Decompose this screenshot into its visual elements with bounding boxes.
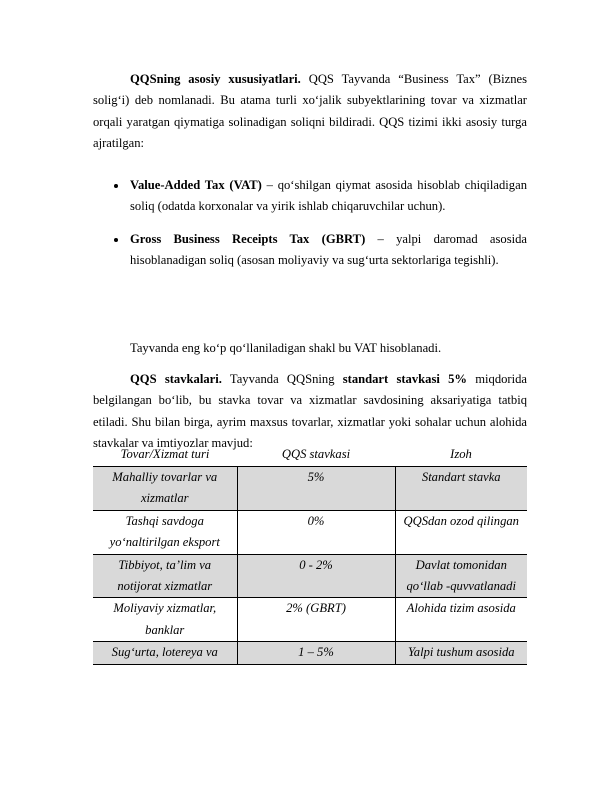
cell-rate: 0 - 2% <box>237 554 395 598</box>
cell-type: Moliyaviy xizmatlar, banklar <box>93 598 237 642</box>
cell-rate: 1 – 5% <box>237 642 395 664</box>
bullet-icon <box>114 238 118 242</box>
tax-type-list <box>93 175 527 283</box>
cell-note: Yalpi tushum asosida <box>395 642 527 664</box>
cell-type: Mahalliy tovarlar va xizmatlar <box>93 467 237 511</box>
table-header-row <box>93 444 527 467</box>
list-item <box>93 175 527 218</box>
rates-paragraph <box>93 369 527 455</box>
cell-note: Alohida tizim asosida <box>395 598 527 642</box>
bullet-term: Gross Business Receipts Tax (GBRT) <box>130 231 366 246</box>
intro-paragraph <box>93 69 527 155</box>
rates-text-b: miqdorida belgilangan bo‘lib, bu stavka tovar va xizmatlar savdosining aksariyatiga tatbiq etiladi. Shu bilan birga, ayrim maxsus tovarlar, xizmatlar yoki sohalar uchun alohida stavkalar va imtiyozlar mavjud: <box>93 372 527 451</box>
intro-text: QQS Tayvanda “Business Tax” (Biznes solig‘i) deb nomlanadi. Bu atama turli xo‘jalik subyektlarining tovar va xizmatlar orqali yaratgan qiymatiga solinadigan soliqni bildiradi. QQS tizimi ikki asosiy turga ajratilgan: <box>93 72 527 151</box>
rates-text-a: Tayvanda QQSning <box>221 372 343 386</box>
table-row <box>93 510 527 554</box>
table-row <box>93 598 527 642</box>
list-item <box>93 229 527 272</box>
cell-type: Tibbiyot, ta’lim va notijorat xizmatlar <box>93 554 237 598</box>
header-note: Izoh <box>395 444 527 467</box>
bullet-text: – qo‘shilgan qiymat asosida hisoblab chiqiladigan soliq (odatda korxonalar va yirik ishlab chiqaruvchilar uchun). <box>130 178 527 214</box>
intro-heading: QQSning asosiy xususiyatlari. <box>130 72 301 86</box>
cell-type: Sug‘urta, lotereya va <box>93 642 237 664</box>
bullet-icon <box>114 184 118 188</box>
rates-heading: QQS stavkalari. <box>130 372 222 386</box>
cell-rate: 0% <box>237 510 395 554</box>
table-row <box>93 642 527 664</box>
cell-rate: 2% (GBRT) <box>237 598 395 642</box>
table-row <box>93 467 527 511</box>
cell-note: Standart stavka <box>395 467 527 511</box>
bullet-text: – yalpi daromad asosida hisoblanadigan soliq (asosan moliyaviy va sug‘urta sektorlariga tegishli). <box>130 231 527 268</box>
cell-type: Tashqi savdoga yo‘naltirilgan eksport <box>93 510 237 554</box>
rates-standard: standart stavkasi 5% <box>342 372 467 386</box>
cell-note: Davlat tomonidan qo‘llab -quvvatlanadi <box>395 554 527 598</box>
header-rate: QQS stavkasi <box>237 444 395 467</box>
header-type: Tovar/Xizmat turi <box>93 444 237 467</box>
bullet-term: Value-Added Tax (VAT) <box>130 178 262 192</box>
rates-table <box>93 444 527 665</box>
vat-note: Tayvanda eng ko‘p qo‘llaniladigan shakl bu VAT hisoblanadi. <box>130 341 442 355</box>
cell-note: QQSdan ozod qilingan <box>395 510 527 554</box>
table-row <box>93 554 527 598</box>
cell-rate: 5% <box>237 467 395 511</box>
